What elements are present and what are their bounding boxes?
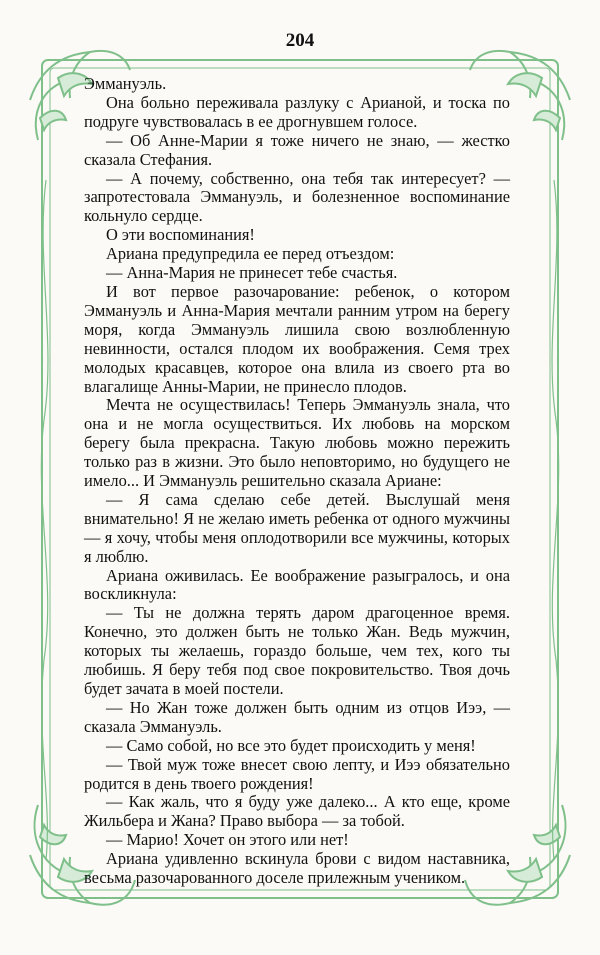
body-text (84, 75, 510, 888)
paragraph: Эммануэль. (84, 74, 167, 93)
paragraph: Мечта не осуществилась! Теперь Эммануэль знала, что она и не могла осуществиться. Их любовь на морском берегу была прекрасна. Такую любовь можно пережить только раз в жизни. Это было неповторимо, но будущего не имело... И Эммануэль решительно сказала Ариане: (84, 395, 510, 491)
paragraph: Ариана предупредила ее перед отъездом: (106, 244, 395, 264)
paragraph: — Само собой, но все это будет происходить у меня! (106, 735, 476, 755)
paragraph: — Об Анне-Марии я тоже ничего не знаю, — жестко сказала Стефания. (84, 130, 510, 169)
paragraph: Ариана удивленно вскинула брови с видом наставника, весьма разочарованного доселе прилежным учеником. (84, 849, 510, 888)
paragraph: — Ты не должна терять даром драгоценное время. Конечно, это должен быть не только Жан. Ведь мужчин, которых ты желаешь, гораздо больше, чем тех, кого ты любишь. Я беру тебя под свое покровительство. Твоя дочь будет зачата в моей постели. (84, 603, 510, 698)
paragraph: Ариана оживилась. Ее воображение разыгралось, и она воскликнула: (84, 565, 510, 604)
paragraph: — Твой муж тоже внесет свою лепту, и Иээ обязательно родится в день твоего рождения! (84, 754, 510, 793)
paragraph: И вот первое разочарование: ребенок, о котором Эммануэль и Анна-Мария мечтали ранним утром на берегу моря, когда Эммануэль лишила свою возлюбленную невинности, остался плодом их воображения. Семя трех молодых красавцев, которое она влила из своего рта во влагалище Анны-Марии, не принесло плодов. (84, 281, 510, 396)
paragraph: Она больно переживала разлуку с Арианой, и тоска по подруге чувствовалась в ее дрогнувшем голосе. (84, 92, 510, 131)
paragraph: — Но Жан тоже должен быть одним из отцов Иээ, — сказала Эммануэль. (84, 697, 510, 736)
page-number: 204 (285, 30, 315, 51)
paragraph: О эти воспоминания! (106, 225, 255, 245)
paragraph: — Я сама сделаю себе детей. Выслушай меня внимательно! Я не желаю иметь ребенка от одного мужчины — я хочу, чтобы меня оплодотворили все мужчины, которых я люблю. (84, 489, 510, 566)
paragraph: — А почему, собственно, она тебя так интересует? — запротестовала Эммануэль, и болезненное воспоминание кольнуло сердце. (84, 168, 510, 226)
paragraph: — Как жаль, что я буду уже далеко... А кто еще, кроме Жильбера и Жана? Право выбора — за тобой. (84, 792, 510, 831)
paragraph: — Анна-Мария не принесет тебе счастья. (106, 263, 398, 283)
paragraph: — Марио! Хочет он этого или нет! (106, 830, 349, 850)
